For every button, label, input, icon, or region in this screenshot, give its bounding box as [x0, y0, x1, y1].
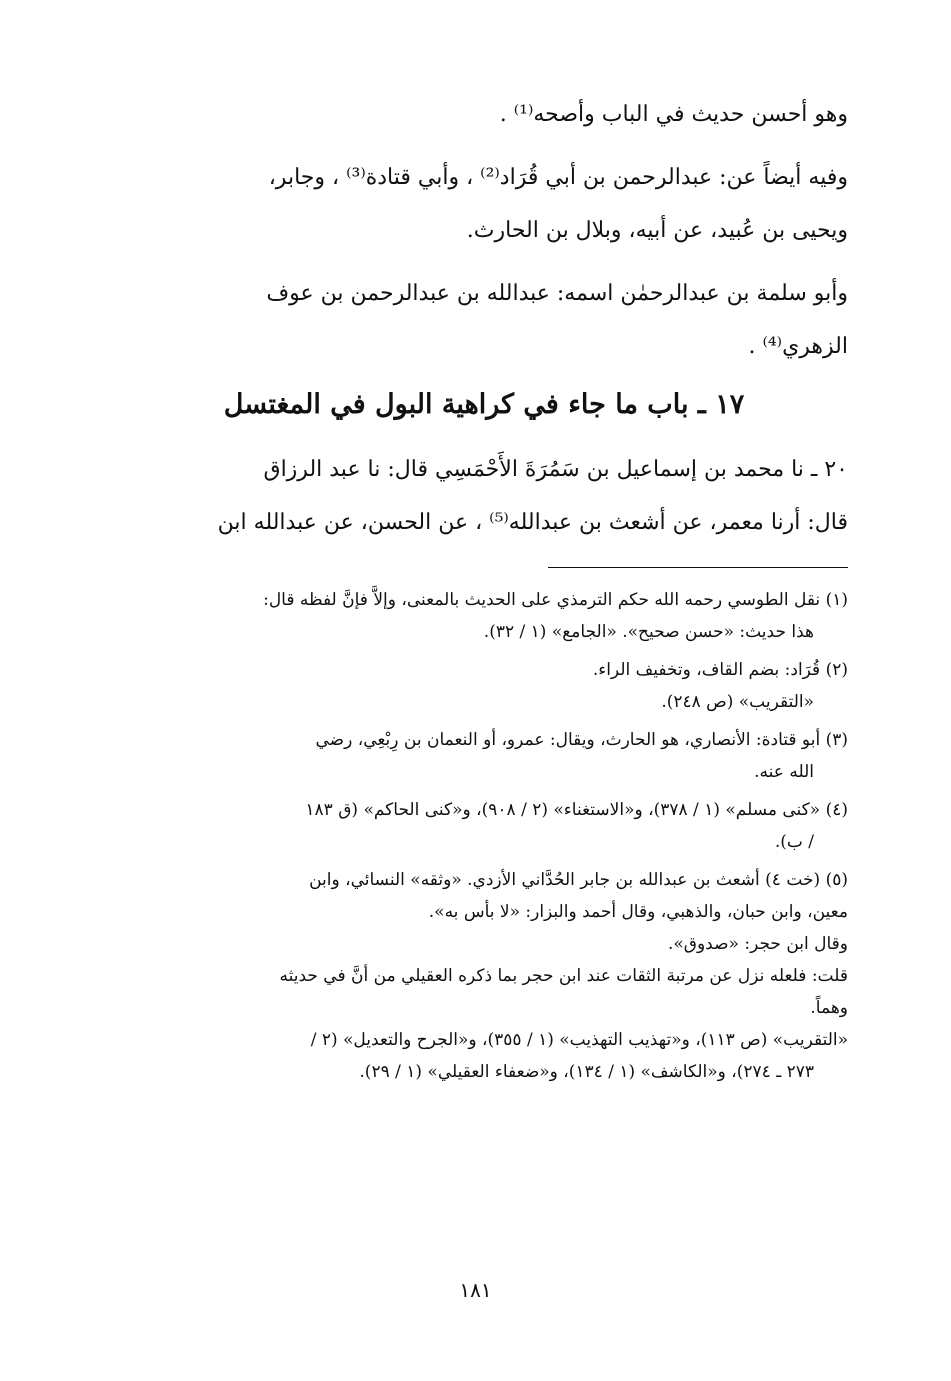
chapter-heading: ١٧ ـ باب ما جاء في كراهية البول في المغتسل: [223, 389, 745, 420]
footnote-5-line-4: قلت: فلعله نزل عن مرتبة الثقات عند ابن حجر بما ذكره العقيلي من أنَّ في حديثه: [279, 966, 848, 986]
paragraph-4-line-2: قال: أرنا معمر، عن أشعث بن عبدالله⁽⁵⁾ ، عن الحسن، عن عبدالله ابن: [217, 510, 848, 535]
footnote-2-line-2: «التقريب» (ص ٢٤٨).: [661, 692, 814, 712]
footnote-5-line-5: وهماً.: [810, 998, 848, 1018]
footnote-1-line-1: (١) نقل الطوسي رحمه الله حكم الترمذي على الحديث بالمعنى، وإلاَّ فإنَّ لفظه قال:: [263, 590, 848, 610]
paragraph-4: [120, 443, 848, 549]
footnotes: [120, 584, 848, 1088]
paragraph-2-line-1: وفيه أيضاً عن: عبدالرحمن بن أبي قُرَاد⁽²⁾ ، وأبي قتادة⁽³⁾ ، وجابر،: [268, 165, 848, 190]
footnote-divider: [548, 567, 848, 568]
footnote-2: [120, 654, 848, 718]
paragraph-3-line-2: الزهري⁽⁴⁾ .: [748, 334, 848, 359]
footnote-5-line-3: وقال ابن حجر: «صدوق».: [667, 934, 848, 954]
paragraph-2-line-2: ويحيى بن عُبيد، عن أبيه، وبلال بن الحارث.: [466, 218, 848, 243]
footnote-1: [120, 584, 848, 648]
paragraph-2: [120, 151, 848, 257]
footnote-3-line-1: (٣) أبو قتادة: الأنصاري، هو الحارث، ويقال: عمرو، أو النعمان بن رِبْعِي، رضي: [315, 730, 848, 750]
footnote-5-line-1: (٥) (خت ٤) أشعث بن عبدالله بن جابر الحُدَّاني الأزدي. «وثقه» النسائي، وابن: [309, 870, 848, 890]
footnote-4-line-2: / ب).: [774, 832, 814, 852]
paragraph-1-text: وهو أحسن حديث في الباب وأصحه⁽¹⁾ .: [499, 102, 848, 127]
footnote-2-line-1: (٢) قُرَاد: بضم القاف، وتخفيف الراء.: [592, 660, 848, 680]
footnote-4: [120, 794, 848, 858]
footnote-4-line-1: (٤) «كنى مسلم» (١ / ٣٧٨)، و«الاستغناء» (٢ / ٩٠٨)، و«كنى الحاكم» (ق ١٨٣: [305, 800, 848, 820]
page-number: ١٨١: [459, 1278, 492, 1302]
page-body: [120, 88, 848, 1094]
footnote-1-line-2: هذا حديث: «حسن صحيح». «الجامع» (١ / ٣٢).: [483, 622, 814, 642]
paragraph-3: [120, 267, 848, 373]
paragraph-4-line-1: ٢٠ ـ نا محمد بن إسماعيل بن سَمُرَةَ الأَحْمَسِي قال: نا عبد الرزاق: [263, 457, 848, 482]
footnote-5-line-7: ٢٧٣ ـ ٢٧٤)، و«الكاشف» (١ / ١٣٤)، و«ضعفاء العقيلي» (١ / ٢٩).: [359, 1062, 814, 1082]
footnote-5-line-2: معين، وابن حبان، والذهبي، وقال أحمد والبزار: «لا بأس به».: [428, 902, 848, 922]
paragraph-3-line-1: وأبو سلمة بن عبدالرحمٰن اسمه: عبدالله بن عبدالرحمن بن عوف: [266, 281, 848, 306]
footnote-3-line-2: الله عنه.: [754, 762, 814, 782]
footnote-3: [120, 724, 848, 788]
footnote-5-line-6: «التقريب» (ص ١١٣)، و«تهذيب التهذيب» (١ / ٣٥٥)، و«الجرح والتعديل» (٢ /: [310, 1030, 848, 1050]
footnote-5: [120, 864, 848, 1088]
paragraph-1: [120, 88, 848, 141]
